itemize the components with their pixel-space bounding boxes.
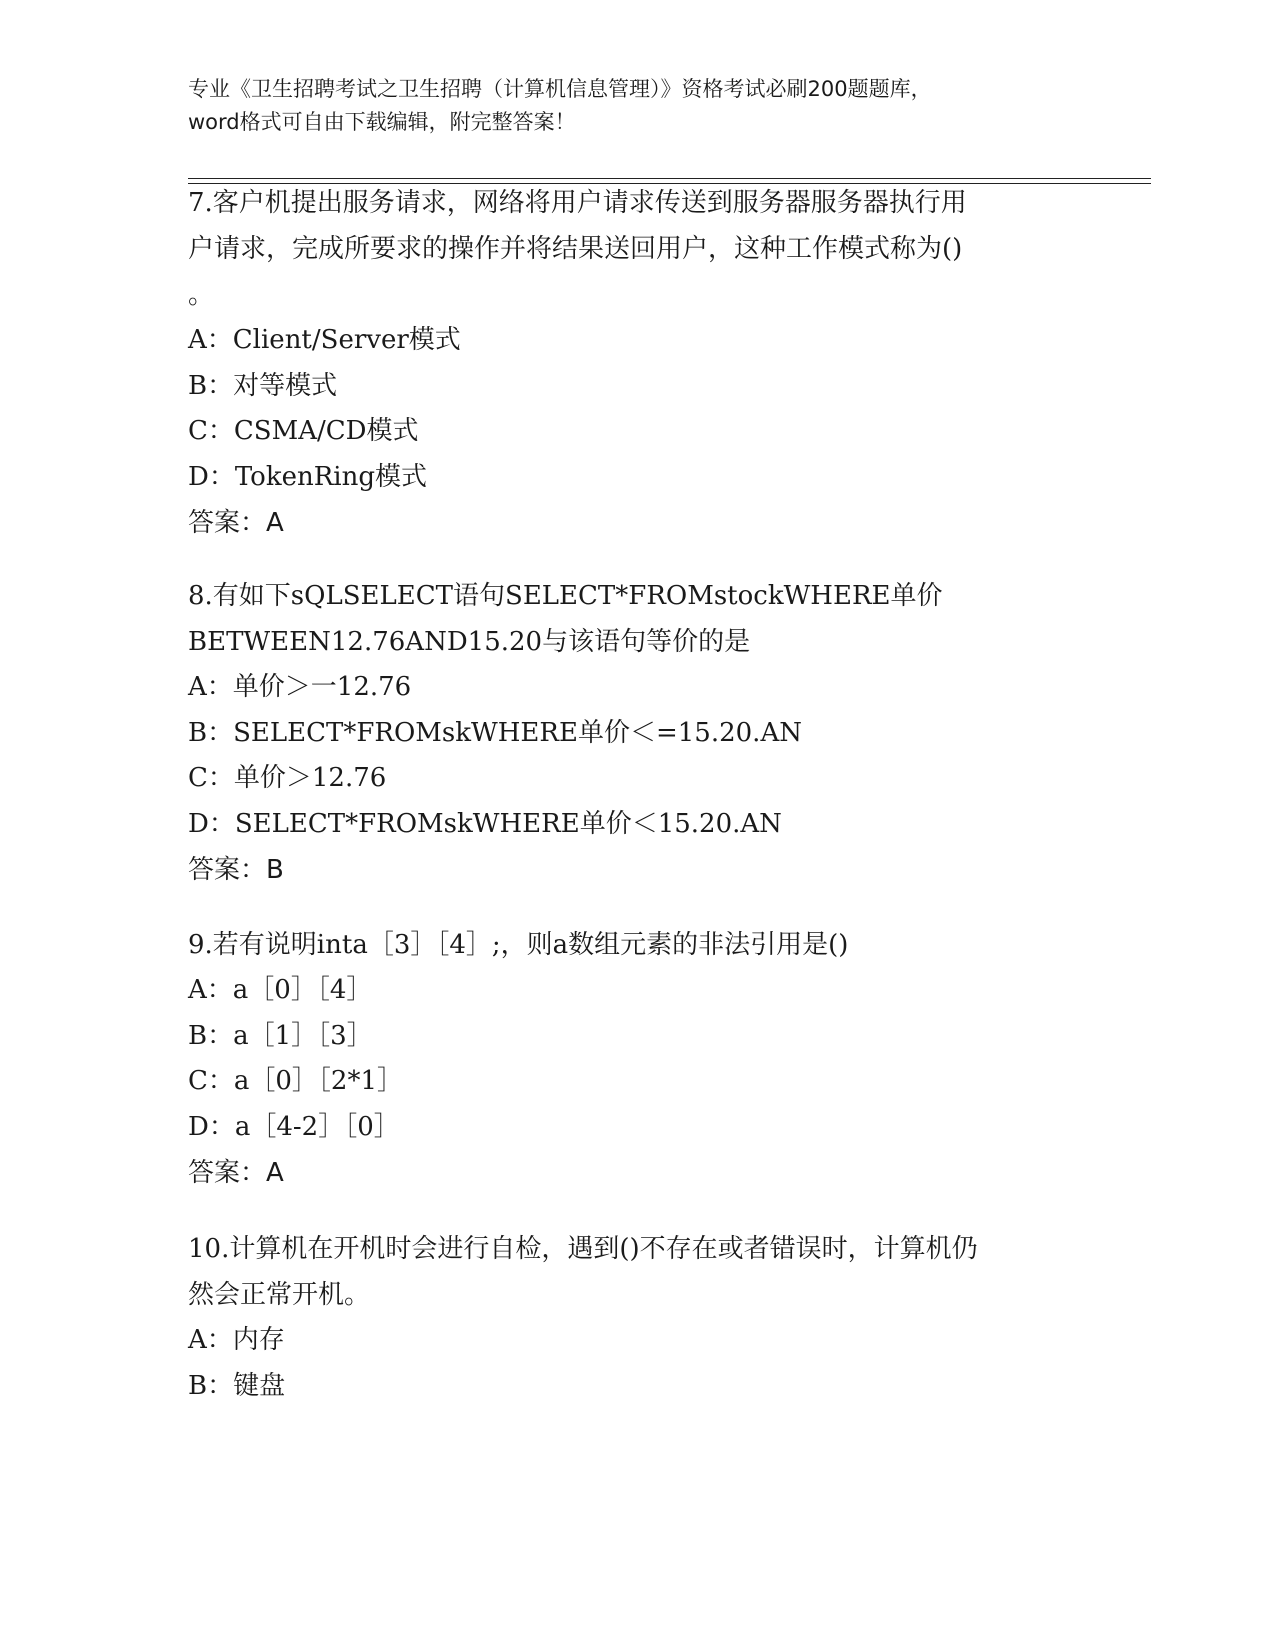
option-d: D：TokenRing模式 — [188, 461, 427, 492]
stem-line: 然会正常开机。 — [188, 1280, 371, 1310]
option-a: A：内存 — [188, 1325, 285, 1355]
option-c: C：a［0］［2*1］ — [188, 1066, 404, 1096]
option-b: B：SELECT*FROMskWHERE单价＜=15.20.AN — [188, 717, 802, 748]
option-d: D：a［4-2］［0］ — [188, 1111, 400, 1142]
stem-line: 8.有如下sQLSELECT语句SELECT*FROMstockWHERE单价 — [188, 581, 943, 611]
question-stem — [188, 1226, 1088, 1318]
header-line-2: word格式可自由下载编辑，附完整答案！ — [188, 110, 576, 134]
option-a: A：Client/Server模式 — [188, 325, 461, 355]
option-a: A：a［0］［4］ — [188, 975, 373, 1005]
header-line-1: 专业《卫生招聘考试之卫生招聘（计算机信息管理）》资格考试必刷200题题库， — [188, 77, 932, 101]
answer-line: 答案：A — [188, 508, 284, 538]
question-10 — [188, 1226, 1088, 1409]
answer-line: 答案：B — [188, 855, 284, 885]
question-9 — [188, 922, 1088, 1196]
stem-line: 7.客户机提出服务请求，网络将用户请求传送到服务器服务器执行用 — [188, 188, 967, 218]
stem-line: BETWEEN12.76AND15.20与该语句等价的是 — [188, 627, 751, 657]
option-d: D：SELECT*FROMskWHERE单价＜15.20.AN — [188, 808, 782, 839]
option-b: B：对等模式 — [188, 370, 338, 401]
option-a: A：单价＞一12.76 — [188, 672, 412, 702]
option-b: B：a［1］［3］ — [188, 1020, 373, 1051]
option-c: C：CSMA/CD模式 — [188, 416, 419, 446]
stem-line: 10.计算机在开机时会进行自检，遇到()不存在或者错误时，计算机仍 — [188, 1234, 978, 1264]
question-8 — [188, 573, 1088, 893]
answer-line: 答案：A — [188, 1158, 284, 1188]
question-7 — [188, 180, 1088, 546]
stem-line: 9.若有说明inta［3］［4］;，则a数组元素的非法引用是() — [188, 930, 849, 960]
document-header — [188, 73, 1088, 139]
header-divider-top — [188, 178, 1151, 179]
stem-line: 户请求，完成所要求的操作并将结果送回用户，这种工作模式称为() — [188, 234, 963, 264]
option-c: C：单价＞12.76 — [188, 763, 387, 793]
stem-line: 。 — [188, 280, 215, 310]
question-stem — [188, 180, 1088, 318]
question-stem — [188, 573, 1088, 665]
option-b: B：键盘 — [188, 1370, 286, 1401]
question-stem — [188, 922, 1088, 968]
